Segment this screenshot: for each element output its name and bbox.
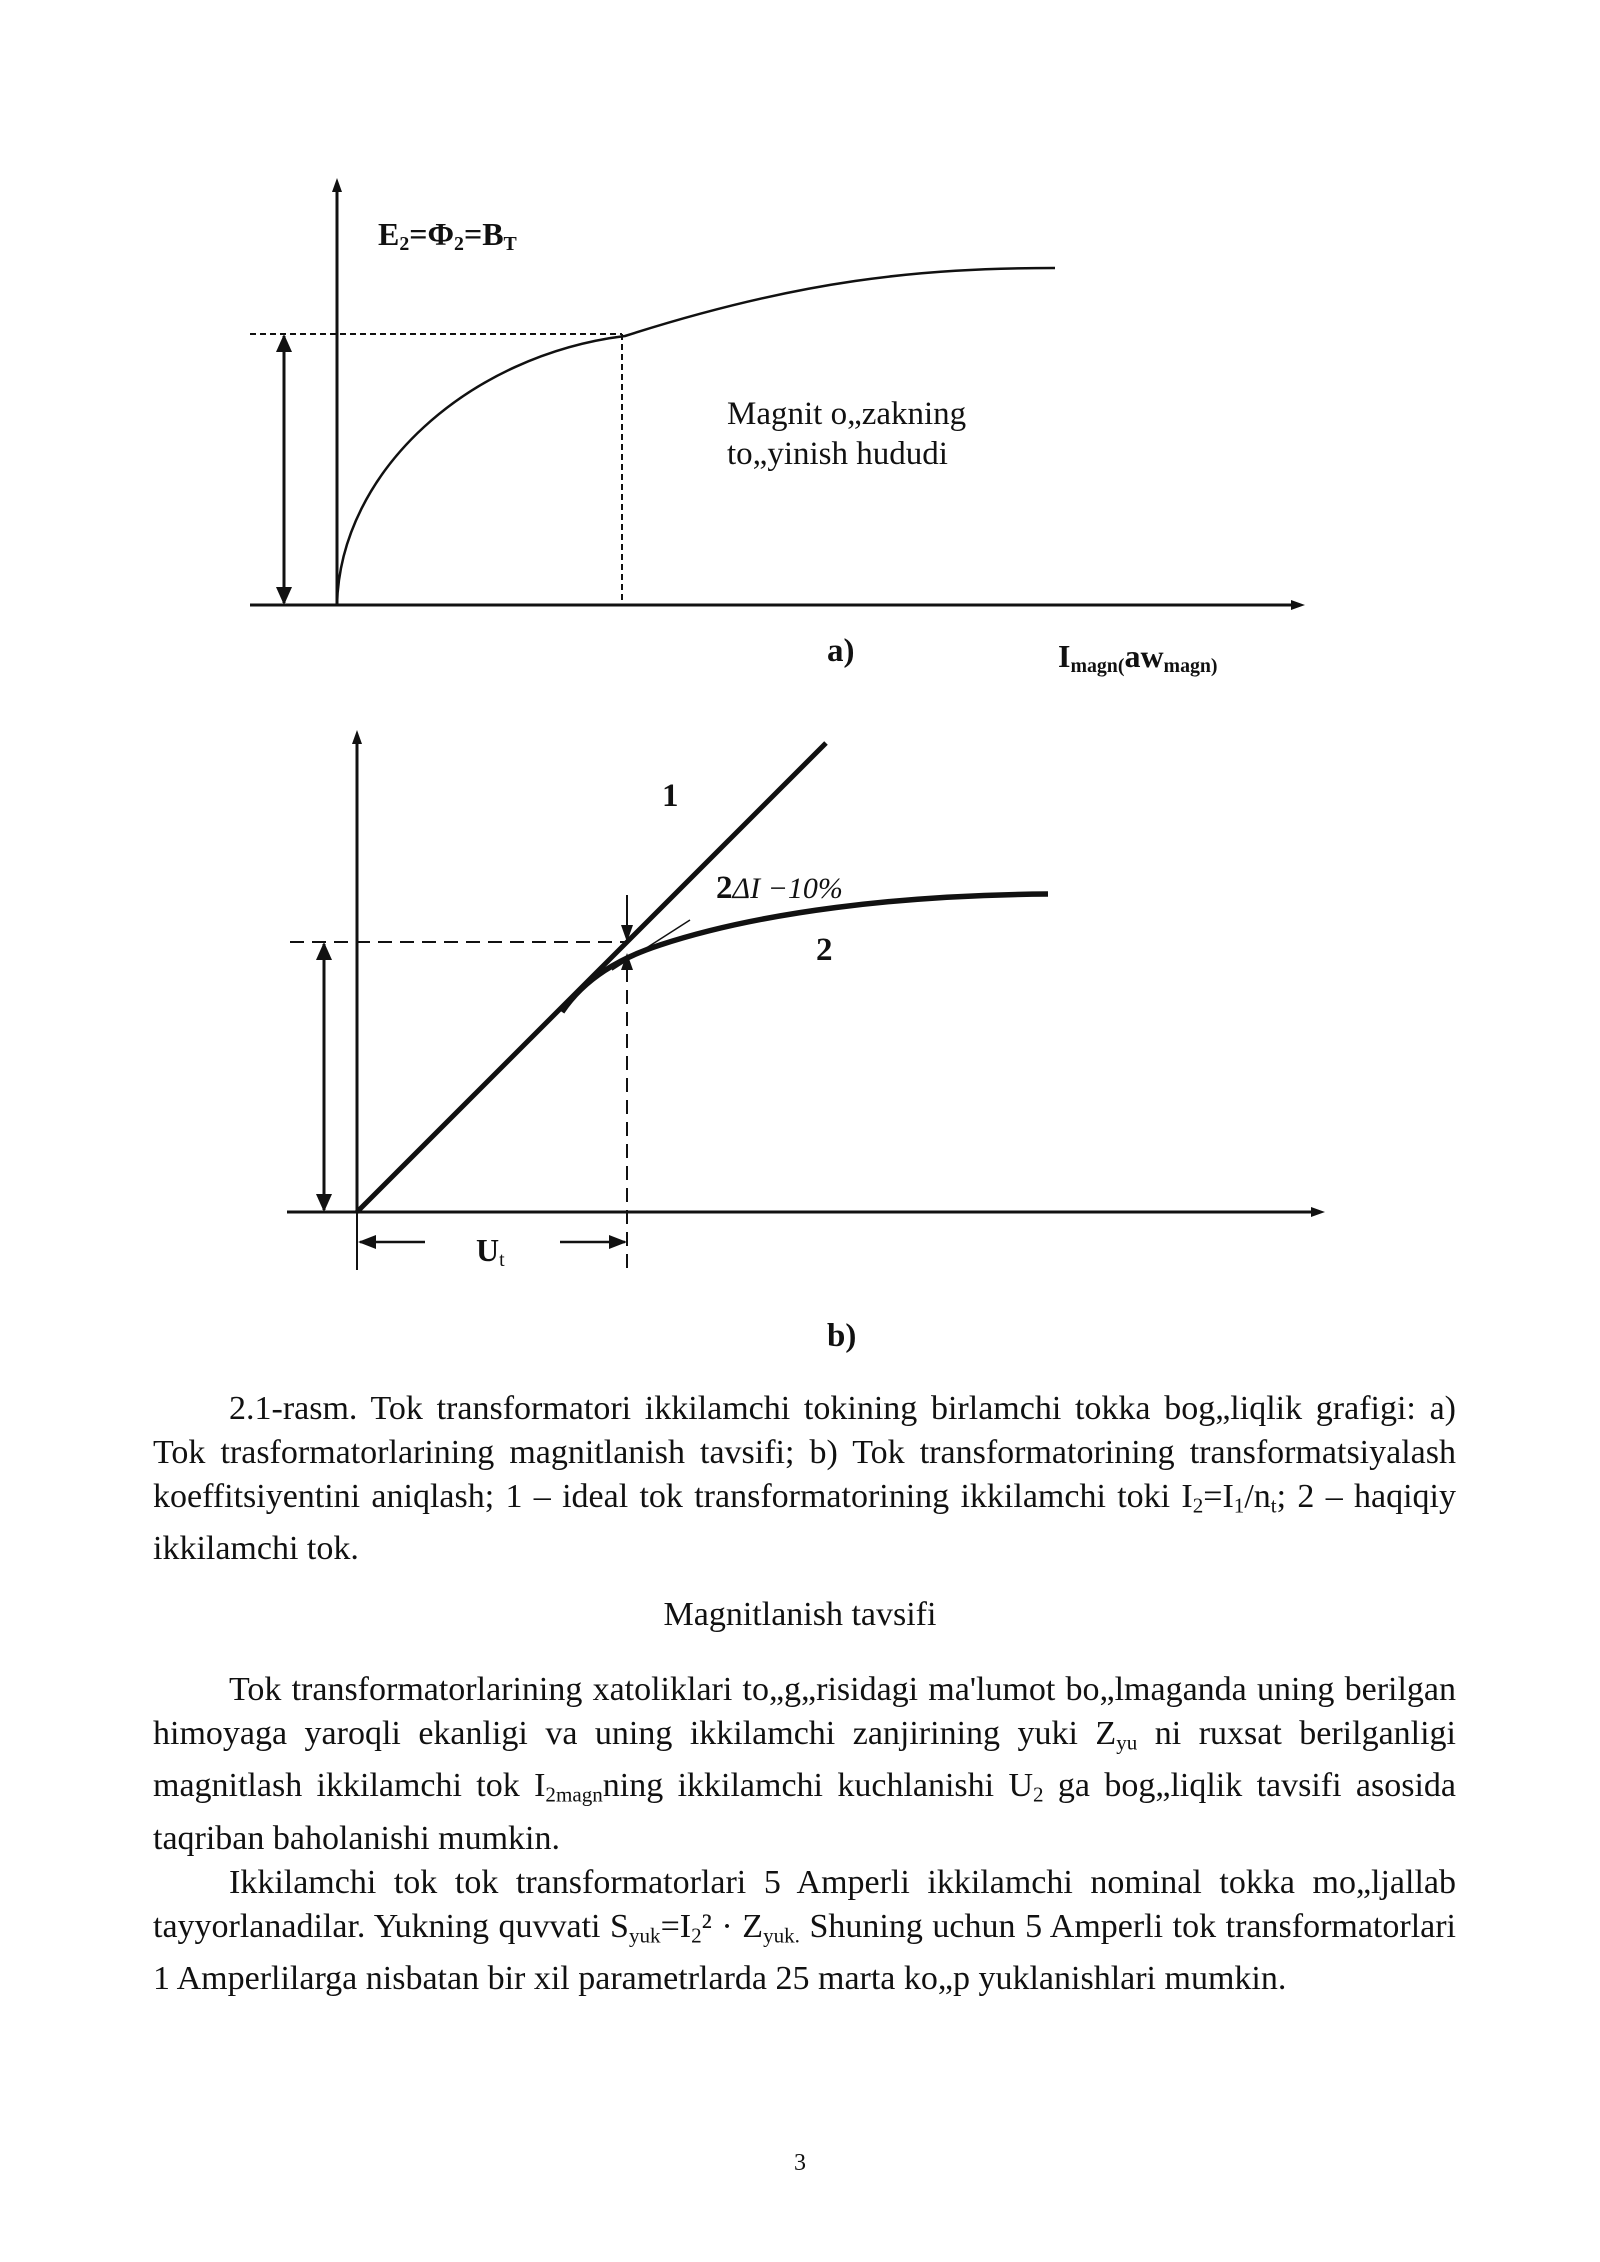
panel-label-b: b): [827, 1318, 857, 1354]
y-axis-label-a: $E_2=\Phi_2=B_T$: [378, 216, 517, 255]
ut-label: $U_t$: [476, 1232, 505, 1271]
page-number: 3: [794, 2150, 806, 2176]
panel-label-a: a): [827, 633, 855, 669]
body-paragraphs: [153, 1668, 1456, 2001]
x-axis-label-a: $I_{magn(}aw_{magn)}$: [1058, 638, 1218, 677]
paragraph-1: Tok transformatorlarining xatoliklari to„g„risidagi ma'lumot bo„lmaganda uning berilgan himoyaga yaroqli ekanligi va uning ikkilamchi zanjirining yuki $Z_{yu}$ ni ruxsat berilganligi magnitlash ikkilamchi tok $I_{2magn}ning$ ikkilamchi kuchlanishi $U_2$ ga bog„liqlik tavsifi asosida taqriban baholanishi mumkin.: [153, 1671, 1456, 1857]
curve-1-label: 1: [662, 778, 679, 814]
section-title: Magnitlanish tavsifi: [663, 1596, 937, 1633]
delta-label: 2ΔI −10%: [716, 870, 843, 906]
figure-caption: 2.1-rasm. Tok transformatori ikkilamchi tokining birlamchi tokka bog„liqlik grafigi: a) Tok trasformatorlarining magnitlanish tavsifi; b) Tok transformatorining transformatsiyalash koeffitsiyentini aniqlash; 1 – ideal tok transformatorining ikkilamchi toki $I_2=I_1/n_t$; 2 – haqiqiy ikkilamchi tok.: [153, 1390, 1456, 1568]
real-curve-2: [562, 894, 1048, 1012]
paragraph-2: Ikkilamchi tok tok transformatorlari 5 Amperli ikkilamchi nominal tokka mo„ljallab tayyorlanadilar. Yukning quvvati $S_{yuk}=I_2^2 \cdot Z_{yuk.}$ Shuning uchun 5 Amperli tok transformatorlari 1 Amperlilarga nisbatan bir xil parametrlarda 25 marta ko„p yuklanishlari mumkin.: [153, 1863, 1456, 1997]
curve-2-label: 2: [816, 932, 833, 968]
saturation-region-label: Magnit o„zakning to„yinish hududi: [727, 396, 967, 472]
